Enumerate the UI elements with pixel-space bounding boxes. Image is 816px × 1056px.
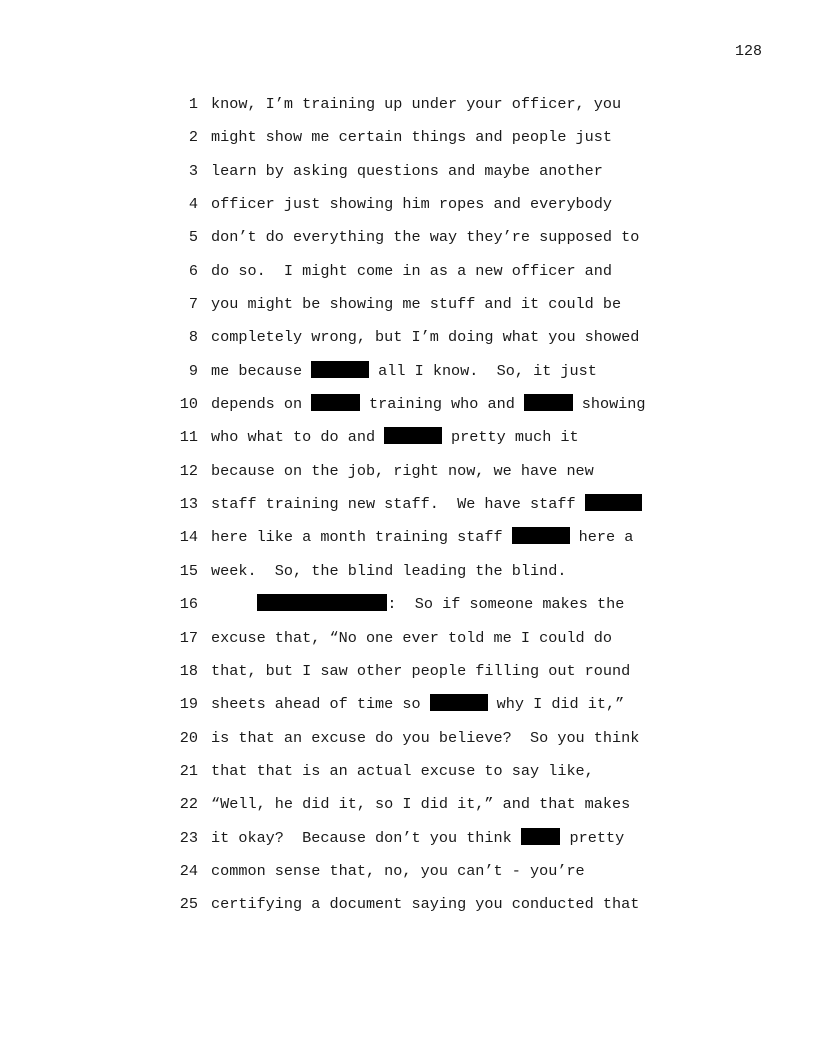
text-segment: training who and bbox=[359, 395, 524, 414]
transcript-line bbox=[168, 828, 688, 861]
line-number: 15 bbox=[179, 561, 198, 580]
line-number: 6 bbox=[188, 261, 198, 280]
text-segment: why I did it,” bbox=[487, 695, 625, 714]
transcript-line bbox=[168, 394, 688, 427]
line-number: 13 bbox=[179, 495, 198, 514]
text-segment: pretty bbox=[560, 828, 625, 847]
text-segment: because on the job, right now, we have new bbox=[211, 461, 594, 480]
line-text bbox=[211, 761, 594, 781]
transcript-line bbox=[168, 894, 688, 927]
line-text bbox=[211, 127, 612, 147]
text-segment: sheets ahead of time so bbox=[211, 695, 430, 714]
line-number: 17 bbox=[179, 628, 198, 647]
text-segment: know, I’m training up under your officer, you bbox=[211, 95, 622, 113]
transcript-line bbox=[168, 527, 688, 560]
line-number: 2 bbox=[188, 128, 198, 147]
text-segment: showing bbox=[572, 395, 646, 414]
text-segment: do so. I might come in as a new officer and bbox=[211, 261, 613, 280]
line-number: 8 bbox=[188, 328, 198, 347]
line-text bbox=[211, 161, 603, 181]
line-number: 19 bbox=[179, 695, 198, 714]
line-text bbox=[211, 494, 642, 514]
text-segment: me because bbox=[211, 361, 312, 380]
transcript-line bbox=[168, 194, 688, 227]
line-text bbox=[211, 794, 630, 814]
line-number: 16 bbox=[179, 595, 198, 614]
redaction-box bbox=[521, 828, 561, 845]
transcript-line bbox=[168, 561, 688, 594]
transcript-line bbox=[168, 261, 688, 294]
line-number: 12 bbox=[179, 461, 198, 480]
transcript-line bbox=[168, 161, 688, 194]
text-segment: : So if someone makes the bbox=[387, 595, 625, 614]
line-number: 14 bbox=[179, 528, 198, 547]
line-text bbox=[211, 861, 585, 881]
text-segment: week. So, the blind leading the blind. bbox=[211, 561, 567, 580]
line-text bbox=[211, 828, 624, 848]
transcript-line bbox=[168, 94, 688, 127]
transcript-line bbox=[168, 361, 688, 394]
text-segment: here like a month training staff bbox=[211, 528, 512, 547]
line-number: 11 bbox=[179, 428, 198, 447]
line-text bbox=[211, 894, 639, 914]
line-text bbox=[211, 94, 621, 114]
redaction-box bbox=[524, 394, 573, 411]
transcript-line bbox=[168, 127, 688, 160]
text-segment: here a bbox=[569, 528, 634, 547]
transcript-line bbox=[168, 327, 688, 360]
line-text bbox=[211, 194, 612, 214]
line-text bbox=[211, 594, 624, 614]
line-text bbox=[211, 561, 566, 581]
line-number: 1 bbox=[188, 95, 198, 113]
transcript-line bbox=[168, 628, 688, 661]
line-number: 23 bbox=[179, 828, 198, 847]
line-number: 9 bbox=[188, 361, 198, 380]
text-segment: “Well, he did it, so I did it,” and that makes bbox=[211, 795, 631, 814]
text-segment: might show me certain things and people just bbox=[211, 128, 613, 147]
line-number: 7 bbox=[188, 295, 198, 314]
transcript-line bbox=[168, 461, 688, 494]
transcript-line bbox=[168, 761, 688, 794]
line-text bbox=[211, 294, 621, 314]
text-segment: staff training new staff. We have staff bbox=[211, 495, 585, 514]
transcript-line bbox=[168, 594, 688, 627]
text-segment: completely wrong, but I’m doing what you showed bbox=[211, 328, 640, 347]
line-text bbox=[211, 628, 612, 648]
text-segment bbox=[211, 595, 257, 613]
text-segment: you might be showing me stuff and it could be bbox=[211, 295, 622, 314]
line-number: 18 bbox=[179, 661, 198, 680]
line-text bbox=[211, 261, 612, 281]
text-segment: common sense that, no, you can’t - you’re bbox=[211, 861, 585, 880]
transcript-line bbox=[168, 794, 688, 827]
transcript-line bbox=[168, 694, 688, 727]
text-segment: depends on bbox=[211, 395, 312, 414]
line-text bbox=[211, 361, 597, 381]
line-number: 3 bbox=[188, 161, 198, 180]
redaction-box bbox=[311, 394, 360, 411]
text-segment: pretty much it bbox=[441, 428, 579, 447]
redaction-box bbox=[257, 594, 388, 611]
text-segment: it okay? Because don’t you think bbox=[211, 828, 521, 847]
transcript-line bbox=[168, 861, 688, 894]
transcript-line bbox=[168, 494, 688, 527]
transcript-line bbox=[168, 661, 688, 694]
redaction-box bbox=[512, 527, 570, 544]
text-segment: excuse that, “No one ever told me I could do bbox=[211, 628, 613, 647]
redaction-box bbox=[384, 427, 442, 444]
line-text bbox=[211, 227, 639, 247]
line-number: 20 bbox=[179, 728, 198, 747]
line-text bbox=[211, 327, 639, 347]
line-text bbox=[211, 461, 594, 481]
text-segment: certifying a document saying you conducted that bbox=[211, 895, 640, 914]
transcript-line bbox=[168, 427, 688, 460]
line-number: 21 bbox=[179, 761, 198, 780]
transcript-line bbox=[168, 728, 688, 761]
line-text bbox=[211, 394, 646, 414]
transcript-line bbox=[168, 227, 688, 260]
text-segment: that, but I saw other people filling out round bbox=[211, 661, 631, 680]
text-segment: that that is an actual excuse to say like, bbox=[211, 761, 594, 780]
page-number: 128 bbox=[734, 43, 762, 60]
line-text bbox=[211, 694, 624, 714]
text-segment: who what to do and bbox=[211, 428, 385, 447]
line-number: 24 bbox=[179, 861, 198, 880]
redaction-box bbox=[430, 694, 488, 711]
line-text bbox=[211, 527, 633, 547]
text-segment: all I know. So, it just bbox=[369, 361, 597, 380]
line-text bbox=[211, 661, 630, 681]
line-text bbox=[211, 427, 579, 447]
transcript-line bbox=[168, 294, 688, 327]
line-number: 10 bbox=[179, 395, 198, 414]
transcript-body bbox=[168, 94, 688, 928]
text-segment: don’t do everything the way they’re supposed to bbox=[211, 228, 640, 247]
text-segment: is that an excuse do you believe? So you think bbox=[211, 728, 640, 747]
text-segment: officer just showing him ropes and everybody bbox=[211, 195, 613, 214]
line-number: 25 bbox=[179, 895, 198, 914]
line-text bbox=[211, 728, 639, 748]
line-number: 5 bbox=[188, 228, 198, 247]
line-number: 4 bbox=[188, 195, 198, 214]
redaction-box bbox=[585, 494, 643, 511]
text-segment: learn by asking questions and maybe another bbox=[211, 161, 603, 180]
redaction-box bbox=[311, 361, 369, 378]
line-number: 22 bbox=[179, 795, 198, 814]
